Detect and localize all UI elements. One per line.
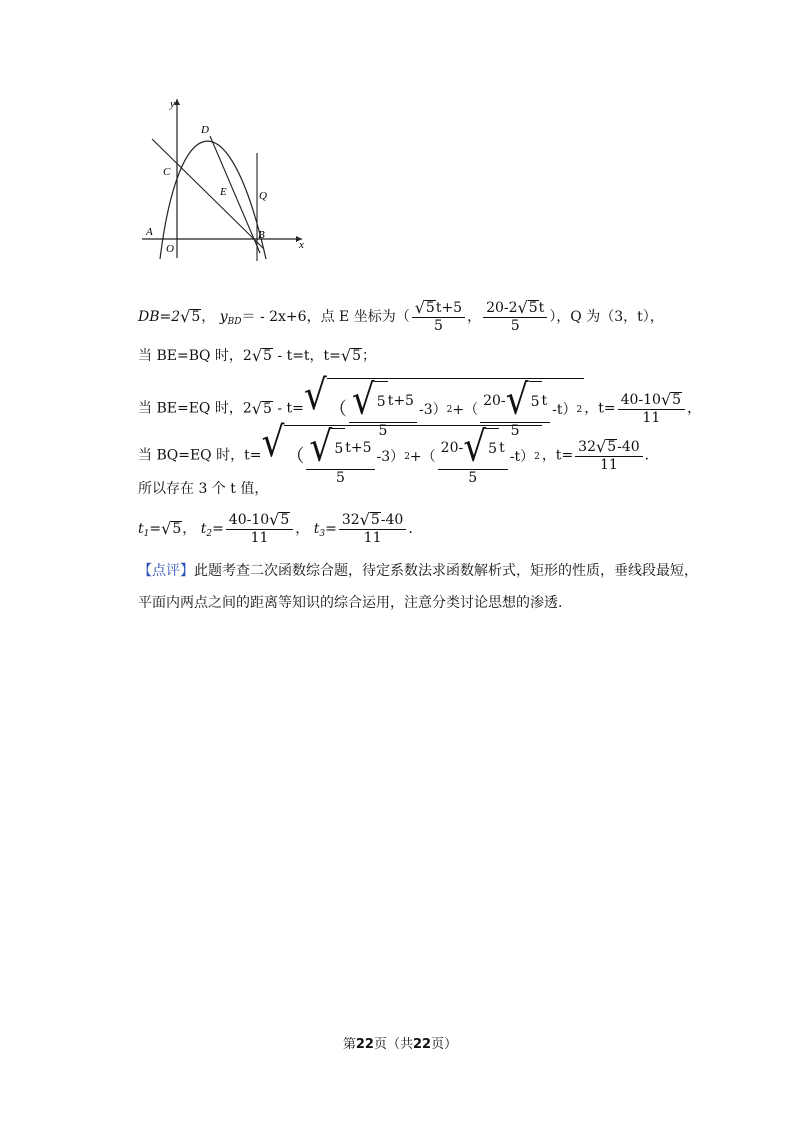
l3-text-a: 当 BE=EQ 时，2 xyxy=(138,400,252,417)
label-a: A xyxy=(146,226,153,238)
t2-fraction: 40-10 √ 5 11 xyxy=(226,512,293,546)
ybd-rest: ＝ - 2x+6，点 E 坐标为（ xyxy=(241,309,410,325)
line-db xyxy=(210,136,260,253)
sqrt-5: √ 5 xyxy=(180,307,201,326)
db-text: DB=2 xyxy=(138,309,181,325)
ybd-sub: BD xyxy=(227,317,242,327)
label-x: x xyxy=(299,239,304,251)
comment-line-2 xyxy=(138,593,562,613)
parabola xyxy=(160,141,266,259)
l5-text: 所以存在 3 个 t 值， xyxy=(138,481,269,497)
figure-svg xyxy=(138,93,310,263)
comment-line-1 xyxy=(138,561,698,581)
line-three-values xyxy=(138,479,268,499)
result-fraction-2: 32 √ 5 -40 11 xyxy=(575,439,643,473)
l2-text-b: - t=t，t= xyxy=(272,348,341,364)
label-c: C xyxy=(163,166,171,178)
label-o: O xyxy=(166,243,174,255)
comment-tag: 【点评】 xyxy=(138,563,194,579)
label-b: B xyxy=(258,229,265,241)
e-y-fraction: 20-2 √ 5 t 5 xyxy=(483,300,547,334)
label-q: Q xyxy=(259,190,267,202)
comment-text-2: 平面内两点之间的距离等知识的综合运用，注意分类讨论思想的渗透. xyxy=(138,595,563,611)
l3-text-b: - t= xyxy=(272,400,304,417)
page-total: 22 xyxy=(413,1037,432,1052)
distance-sqrt-2: √ （ √ 5 t+5 5 -3） 2 +（ 20- √ 5 t 5 -t） 2 xyxy=(261,419,540,486)
comment-text-1: 此题考查二次函数综合题，待定系数法求函数解析式，矩形的性质，垂线段最短， xyxy=(194,563,698,579)
parabola-figure xyxy=(138,93,310,263)
line-bq-eq: 当 BQ=EQ 时，t= √ （ √ 5 t+5 5 -3） 2 +（ 20- √ 5 t 5 -t） 2 ，t= 32 √ 5 -40 11 . xyxy=(138,419,650,486)
l1-tail: ），Q 为（3，t）， xyxy=(549,309,664,325)
line-t-values: $t_1=$ √ 5 ， $t_2=$ 40-10 √ 5 11 ， $t_3=$ 32 √ 5 -40 11 . xyxy=(138,510,413,546)
page-footer: 第22页（共22页） xyxy=(342,1037,458,1052)
line-db-eq: DB=2 √ 5 ， $y_{BD}= - 2x+6$，点 E 坐标为（ √ 5 t+5 5 ， 20-2 √ 5 t 5 ），Q 为（3，t）， xyxy=(138,298,664,334)
result-fraction-1: 40-10 √ 5 11 xyxy=(618,392,685,426)
e-x-fraction: √ 5 t+5 5 xyxy=(412,300,465,334)
label-e: E xyxy=(220,186,227,198)
y-axis-arrow xyxy=(174,99,180,105)
line-be-bq: 当 BE=BQ 时，2 √ 5 - t=t，t= √ 5 ； xyxy=(138,346,377,365)
t3-fraction: 32 √ 5 -40 11 xyxy=(339,512,407,546)
distance-sqrt-1: √ （ √ 5 t+5 5 -3） 2 +（ 20- √ 5 t 5 -t） 2 xyxy=(303,372,583,439)
ybd-y: y xyxy=(219,309,228,325)
line-be-eq: 当 BE=EQ 时，2 √ 5 - t= √ （ √ 5 t+5 5 -3） 2 +（ 20- √ 5 t 5 -t） 2 ，t= 40-10 √ 5 11 ， xyxy=(138,372,702,439)
l4-text-a: 当 BQ=EQ 时，t= xyxy=(138,447,262,464)
page-number: 22 xyxy=(355,1037,374,1052)
l2-text-a: 当 BE=BQ 时，2 xyxy=(138,348,252,364)
label-d: D xyxy=(201,124,209,136)
label-y: y xyxy=(170,98,175,110)
